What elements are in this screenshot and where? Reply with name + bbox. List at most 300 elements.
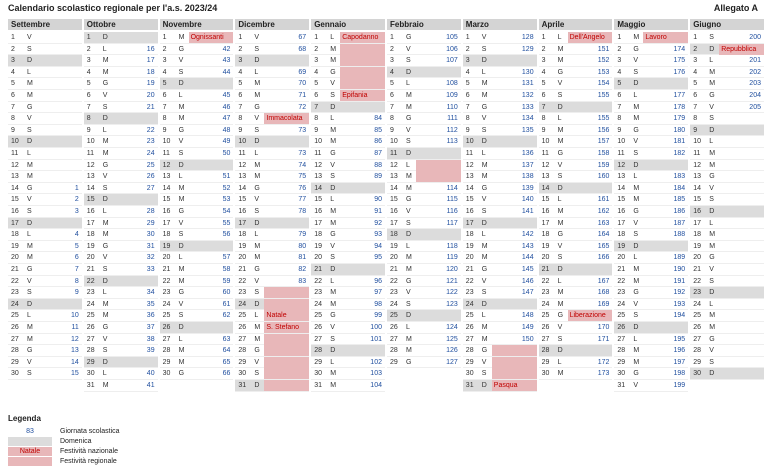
day-row bbox=[311, 241, 385, 253]
school-day-counter: 174 bbox=[673, 45, 686, 53]
day-row bbox=[235, 171, 309, 183]
day-row bbox=[160, 252, 234, 264]
school-day-counter: 6 bbox=[74, 254, 79, 262]
day-number: 1 bbox=[314, 34, 319, 41]
day-number: 19 bbox=[162, 242, 171, 250]
weekday-letter: V bbox=[406, 289, 411, 297]
day-row bbox=[539, 148, 613, 160]
day-row bbox=[539, 264, 613, 276]
day-row bbox=[160, 160, 234, 172]
weekday-letter: S bbox=[406, 57, 411, 65]
day-number: 19 bbox=[314, 242, 322, 250]
month-header: Settembre bbox=[8, 19, 82, 30]
weekday-letter: M bbox=[709, 324, 716, 331]
day-number: 25 bbox=[238, 312, 247, 320]
day-row bbox=[84, 78, 158, 90]
day-row bbox=[8, 55, 82, 67]
school-day-counter: 88 bbox=[374, 161, 382, 169]
day-number: 3 bbox=[465, 57, 470, 65]
day-number: 29 bbox=[541, 358, 550, 366]
school-day-counter: 176 bbox=[673, 68, 686, 76]
day-number: 17 bbox=[314, 219, 322, 227]
day-row bbox=[387, 206, 461, 218]
day-number: 24 bbox=[86, 300, 95, 308]
day-row bbox=[311, 102, 385, 114]
weekday-letter: V bbox=[481, 358, 487, 366]
weekday-letter: L bbox=[406, 324, 410, 331]
day-row bbox=[8, 218, 82, 230]
month-header: Dicembre bbox=[235, 19, 309, 30]
day-number: 26 bbox=[86, 324, 95, 331]
weekday-letter: D bbox=[27, 219, 33, 227]
day-row bbox=[84, 310, 158, 322]
school-day-counter: 163 bbox=[597, 219, 610, 227]
day-row bbox=[539, 194, 613, 206]
school-day-counter: 27 bbox=[146, 184, 155, 192]
school-day-counter: 161 bbox=[597, 196, 610, 204]
day-number: 23 bbox=[541, 289, 550, 297]
school-day-counter: 105 bbox=[446, 34, 458, 41]
weekday-letter: V bbox=[254, 358, 260, 366]
month-aprile bbox=[539, 19, 613, 392]
day-row bbox=[690, 206, 764, 218]
day-row bbox=[690, 322, 764, 334]
school-day-counter: 35 bbox=[146, 300, 155, 308]
weekday-letter: M bbox=[330, 370, 337, 378]
day-row bbox=[690, 102, 764, 114]
weekday-letter: V bbox=[254, 277, 260, 285]
day-number: 18 bbox=[693, 231, 701, 239]
weekday-letter: M bbox=[709, 242, 716, 250]
month-febbraio bbox=[387, 19, 461, 392]
day-row bbox=[690, 264, 764, 276]
day-row bbox=[311, 90, 385, 102]
day-row bbox=[614, 194, 688, 206]
school-day-counter: 44 bbox=[222, 68, 231, 76]
day-row bbox=[690, 241, 764, 253]
school-day-counter: 185 bbox=[673, 196, 686, 204]
school-day-counter: 34 bbox=[146, 289, 155, 297]
school-day-counter: 136 bbox=[521, 150, 534, 157]
school-day-counter: 87 bbox=[374, 150, 382, 157]
weekday-letter: G bbox=[709, 92, 715, 99]
weekday-letter: S bbox=[254, 208, 260, 215]
day-number: 11 bbox=[390, 150, 398, 157]
weekday-letter: S bbox=[709, 277, 714, 285]
weekday-letter: M bbox=[633, 196, 640, 204]
weekday-letter: D bbox=[27, 300, 33, 308]
day-number: 17 bbox=[617, 219, 626, 227]
weekday-letter: M bbox=[254, 324, 261, 331]
weekday-letter: M bbox=[481, 173, 488, 181]
weekday-letter: M bbox=[254, 254, 261, 262]
weekday-letter: G bbox=[330, 150, 336, 157]
day-number: 8 bbox=[314, 115, 319, 123]
day-row bbox=[463, 55, 537, 67]
day-row bbox=[614, 171, 688, 183]
school-day-counter: 89 bbox=[374, 173, 382, 181]
day-row bbox=[8, 287, 82, 299]
weekday-letter: S bbox=[406, 138, 411, 146]
day-number: 14 bbox=[238, 184, 247, 192]
legend-label: Giornata scolastica bbox=[60, 428, 120, 435]
day-row bbox=[160, 345, 234, 357]
day-number: 8 bbox=[465, 115, 470, 123]
day-number: 31 bbox=[617, 382, 626, 389]
day-number: 6 bbox=[693, 92, 698, 99]
school-day-counter: 122 bbox=[446, 289, 458, 297]
weekday-letter: L bbox=[557, 196, 562, 204]
day-number: 20 bbox=[541, 254, 550, 262]
school-day-counter: 92 bbox=[374, 219, 382, 227]
day-row bbox=[463, 252, 537, 264]
legend-title: Legenda bbox=[8, 414, 41, 423]
day-row bbox=[387, 78, 461, 90]
school-day-counter: 58 bbox=[222, 266, 231, 273]
holiday-block bbox=[416, 160, 461, 171]
day-row bbox=[235, 276, 309, 288]
school-day-counter: 120 bbox=[446, 266, 458, 273]
day-row bbox=[160, 148, 234, 160]
weekday-letter: S bbox=[633, 150, 639, 157]
day-number: 30 bbox=[314, 370, 322, 378]
day-number: 14 bbox=[314, 184, 322, 192]
weekday-letter: V bbox=[27, 358, 32, 366]
day-row bbox=[463, 160, 537, 172]
weekday-letter: L bbox=[254, 68, 259, 76]
day-row bbox=[539, 357, 613, 369]
day-row bbox=[8, 113, 82, 125]
day-number: 11 bbox=[465, 150, 474, 157]
day-row bbox=[84, 299, 158, 311]
day-row bbox=[311, 44, 385, 56]
weekday-letter: S bbox=[406, 219, 411, 227]
month-header: Giugno bbox=[690, 19, 764, 30]
day-row bbox=[235, 44, 309, 56]
day-number: 9 bbox=[693, 126, 698, 134]
day-row bbox=[311, 160, 385, 172]
day-row bbox=[614, 218, 688, 230]
day-number: 4 bbox=[162, 68, 167, 76]
day-number: 18 bbox=[314, 231, 322, 239]
school-day-counter: 172 bbox=[597, 358, 610, 366]
weekday-letter: V bbox=[178, 138, 184, 146]
day-row bbox=[614, 148, 688, 160]
day-number: 26 bbox=[693, 324, 701, 331]
school-day-counter: 72 bbox=[298, 103, 307, 111]
weekday-letter: S bbox=[27, 289, 32, 297]
day-number: 12 bbox=[541, 161, 550, 169]
day-row bbox=[690, 32, 764, 44]
weekday-letter: M bbox=[557, 138, 564, 146]
day-row bbox=[539, 310, 613, 322]
day-number: 10 bbox=[693, 138, 701, 146]
holiday-block bbox=[340, 78, 385, 89]
day-number: 27 bbox=[390, 335, 398, 343]
day-number: 13 bbox=[617, 173, 626, 181]
school-day-counter: 156 bbox=[597, 126, 610, 134]
day-row bbox=[160, 206, 234, 218]
weekday-letter: D bbox=[178, 324, 184, 331]
weekday-letter: V bbox=[102, 173, 108, 181]
weekday-letter: M bbox=[557, 289, 564, 297]
day-number: 2 bbox=[86, 45, 91, 53]
day-row bbox=[84, 264, 158, 276]
weekday-letter: G bbox=[481, 266, 488, 273]
legend-label: Festività regionale bbox=[60, 458, 117, 465]
weekday-letter: L bbox=[254, 150, 259, 157]
day-number: 3 bbox=[86, 57, 91, 65]
school-day-counter: 113 bbox=[446, 138, 458, 146]
weekday-letter: L bbox=[330, 34, 335, 41]
school-day-counter: 91 bbox=[374, 208, 382, 215]
day-row bbox=[387, 125, 461, 137]
day-number: 29 bbox=[11, 358, 19, 366]
school-day-counter: 171 bbox=[597, 335, 610, 343]
day-row bbox=[160, 183, 234, 195]
month-header: Aprile bbox=[539, 19, 613, 30]
weekday-letter: M bbox=[178, 358, 185, 366]
school-day-counter: 132 bbox=[521, 92, 534, 99]
weekday-letter: G bbox=[102, 161, 109, 169]
day-number: 8 bbox=[11, 115, 15, 123]
day-row bbox=[539, 368, 613, 380]
weekday-letter: V bbox=[254, 196, 260, 204]
weekday-letter: L bbox=[481, 231, 486, 239]
school-day-counter: 41 bbox=[146, 382, 155, 389]
school-day-counter: 101 bbox=[370, 335, 382, 343]
day-number: 26 bbox=[390, 324, 398, 331]
day-number: 16 bbox=[11, 208, 19, 215]
day-row bbox=[690, 299, 764, 311]
day-row bbox=[387, 67, 461, 79]
day-number: 20 bbox=[162, 254, 171, 262]
weekday-letter: M bbox=[330, 126, 337, 134]
day-number: 13 bbox=[86, 173, 95, 181]
day-row bbox=[8, 90, 82, 102]
day-row bbox=[8, 44, 82, 56]
day-row bbox=[84, 32, 158, 44]
holiday-block bbox=[264, 299, 309, 310]
day-row bbox=[387, 194, 461, 206]
weekday-letter: M bbox=[557, 370, 564, 378]
school-day-counter: 205 bbox=[749, 103, 761, 111]
school-day-counter: 55 bbox=[222, 219, 231, 227]
day-row bbox=[235, 102, 309, 114]
day-row bbox=[387, 44, 461, 56]
day-number: 24 bbox=[617, 300, 626, 308]
day-row bbox=[690, 368, 764, 380]
school-day-counter: 149 bbox=[521, 324, 534, 331]
day-number: 5 bbox=[617, 80, 622, 88]
day-number: 5 bbox=[11, 80, 15, 88]
day-number: 22 bbox=[162, 277, 171, 285]
weekday-letter: G bbox=[709, 173, 715, 181]
holiday-block bbox=[492, 368, 537, 379]
month-header: Febbraio bbox=[387, 19, 461, 30]
day-number: 28 bbox=[86, 347, 95, 355]
day-number: 29 bbox=[390, 358, 398, 366]
day-row bbox=[463, 171, 537, 183]
day-row bbox=[690, 345, 764, 357]
weekday-letter: V bbox=[330, 80, 335, 88]
day-number: 4 bbox=[86, 68, 91, 76]
weekday-letter: D bbox=[406, 231, 412, 239]
school-day-counter: 61 bbox=[222, 300, 231, 308]
day-row bbox=[84, 206, 158, 218]
school-day-counter: 60 bbox=[222, 289, 231, 297]
day-number: 16 bbox=[390, 208, 398, 215]
weekday-letter: L bbox=[102, 45, 107, 53]
weekday-letter: M bbox=[102, 300, 109, 308]
weekday-letter: D bbox=[633, 242, 639, 250]
day-row bbox=[160, 113, 234, 125]
school-day-counter: 29 bbox=[146, 219, 155, 227]
day-number: 8 bbox=[238, 115, 243, 123]
weekday-letter: S bbox=[633, 68, 639, 76]
holiday-block bbox=[264, 368, 309, 379]
day-row bbox=[614, 310, 688, 322]
holiday-label: Immacolata bbox=[264, 113, 309, 124]
day-row bbox=[387, 264, 461, 276]
school-day-counter: 71 bbox=[298, 92, 307, 99]
day-row bbox=[235, 345, 309, 357]
school-day-counter: 53 bbox=[222, 196, 231, 204]
weekday-letter: M bbox=[406, 335, 412, 343]
weekday-letter: D bbox=[709, 370, 715, 378]
legend-item-school-day bbox=[8, 427, 120, 437]
day-number: 14 bbox=[390, 184, 398, 192]
school-day-counter: 31 bbox=[146, 242, 155, 250]
weekday-letter: L bbox=[709, 300, 714, 308]
weekday-letter: S bbox=[330, 254, 335, 262]
school-day-counter: 202 bbox=[749, 68, 761, 76]
school-day-counter: 67 bbox=[298, 34, 307, 41]
day-row bbox=[311, 287, 385, 299]
day-row bbox=[690, 229, 764, 241]
day-row bbox=[463, 78, 537, 90]
weekday-letter: G bbox=[254, 184, 260, 192]
school-day-counter: 117 bbox=[446, 219, 458, 227]
day-number: 11 bbox=[238, 150, 246, 157]
school-day-counter: 69 bbox=[298, 68, 307, 76]
day-row bbox=[614, 90, 688, 102]
day-number: 26 bbox=[11, 324, 19, 331]
weekday-letter: M bbox=[254, 92, 261, 99]
day-number: 8 bbox=[693, 115, 698, 123]
day-row bbox=[235, 160, 309, 172]
weekday-letter: D bbox=[633, 80, 639, 88]
day-number: 28 bbox=[11, 347, 19, 355]
day-row bbox=[235, 194, 309, 206]
day-number: 28 bbox=[390, 347, 398, 355]
day-row bbox=[539, 32, 613, 44]
weekday-letter: M bbox=[330, 45, 337, 53]
weekday-letter: D bbox=[254, 300, 260, 308]
school-day-counter: 12 bbox=[71, 335, 79, 343]
weekday-letter: G bbox=[27, 266, 33, 273]
day-row bbox=[690, 90, 764, 102]
day-number: 9 bbox=[11, 126, 15, 134]
holiday-block bbox=[264, 287, 309, 298]
day-number: 20 bbox=[390, 254, 398, 262]
day-number: 15 bbox=[11, 196, 19, 204]
weekday-letter: M bbox=[709, 80, 716, 88]
day-row bbox=[539, 218, 613, 230]
holiday-block bbox=[340, 67, 385, 78]
school-day-counter: 175 bbox=[673, 57, 686, 65]
day-number: 18 bbox=[11, 231, 19, 239]
school-day-counter: 191 bbox=[673, 277, 686, 285]
weekday-letter: D bbox=[709, 45, 715, 53]
school-day-counter: 155 bbox=[597, 92, 610, 99]
day-number: 25 bbox=[693, 312, 701, 320]
day-number: 4 bbox=[390, 68, 394, 76]
day-number: 19 bbox=[11, 242, 19, 250]
weekday-letter: G bbox=[178, 45, 185, 53]
holiday-block bbox=[264, 380, 309, 391]
weekday-letter: G bbox=[254, 103, 260, 111]
day-number: 22 bbox=[11, 277, 19, 285]
weekday-letter: L bbox=[557, 115, 562, 123]
day-number: 3 bbox=[617, 57, 622, 65]
day-number: 9 bbox=[86, 126, 91, 134]
holiday-block bbox=[340, 44, 385, 55]
weekday-letter: G bbox=[481, 184, 488, 192]
school-day-counter: 76 bbox=[298, 184, 307, 192]
school-day-counter: 83 bbox=[298, 277, 307, 285]
day-row bbox=[539, 322, 613, 334]
day-number: 5 bbox=[693, 80, 698, 88]
day-row bbox=[614, 368, 688, 380]
school-day-counter: 99 bbox=[374, 312, 382, 320]
day-number: 26 bbox=[314, 324, 322, 331]
day-number: 17 bbox=[86, 219, 95, 227]
school-day-counter: 81 bbox=[298, 254, 307, 262]
day-number: 15 bbox=[238, 196, 247, 204]
school-day-counter: 98 bbox=[374, 300, 382, 308]
weekday-letter: M bbox=[330, 138, 337, 146]
day-row bbox=[235, 218, 309, 230]
school-day-counter: 130 bbox=[521, 68, 534, 76]
weekday-letter: S bbox=[330, 92, 335, 99]
school-day-counter: 40 bbox=[146, 370, 155, 378]
school-day-counter: 18 bbox=[146, 68, 155, 76]
day-row bbox=[160, 136, 234, 148]
day-number: 22 bbox=[465, 277, 474, 285]
school-day-counter: 182 bbox=[673, 150, 686, 157]
day-row bbox=[614, 113, 688, 125]
weekday-letter: L bbox=[557, 358, 562, 366]
weekday-letter: D bbox=[406, 150, 412, 157]
day-number: 23 bbox=[314, 289, 322, 297]
day-row bbox=[160, 322, 234, 334]
day-row bbox=[8, 252, 82, 264]
day-number: 25 bbox=[541, 312, 550, 320]
day-row bbox=[8, 276, 82, 288]
school-day-counter: 178 bbox=[673, 103, 686, 111]
day-number: 10 bbox=[541, 138, 550, 146]
school-day-counter: 180 bbox=[673, 126, 686, 134]
school-day-counter: 23 bbox=[146, 138, 155, 146]
school-day-counter: 201 bbox=[749, 57, 761, 65]
school-day-counter: 100 bbox=[370, 324, 382, 331]
weekday-letter: G bbox=[557, 312, 564, 320]
weekday-letter: L bbox=[330, 277, 335, 285]
day-number: 11 bbox=[314, 150, 322, 157]
day-number: 10 bbox=[314, 138, 322, 146]
school-day-counter: 8 bbox=[74, 277, 79, 285]
